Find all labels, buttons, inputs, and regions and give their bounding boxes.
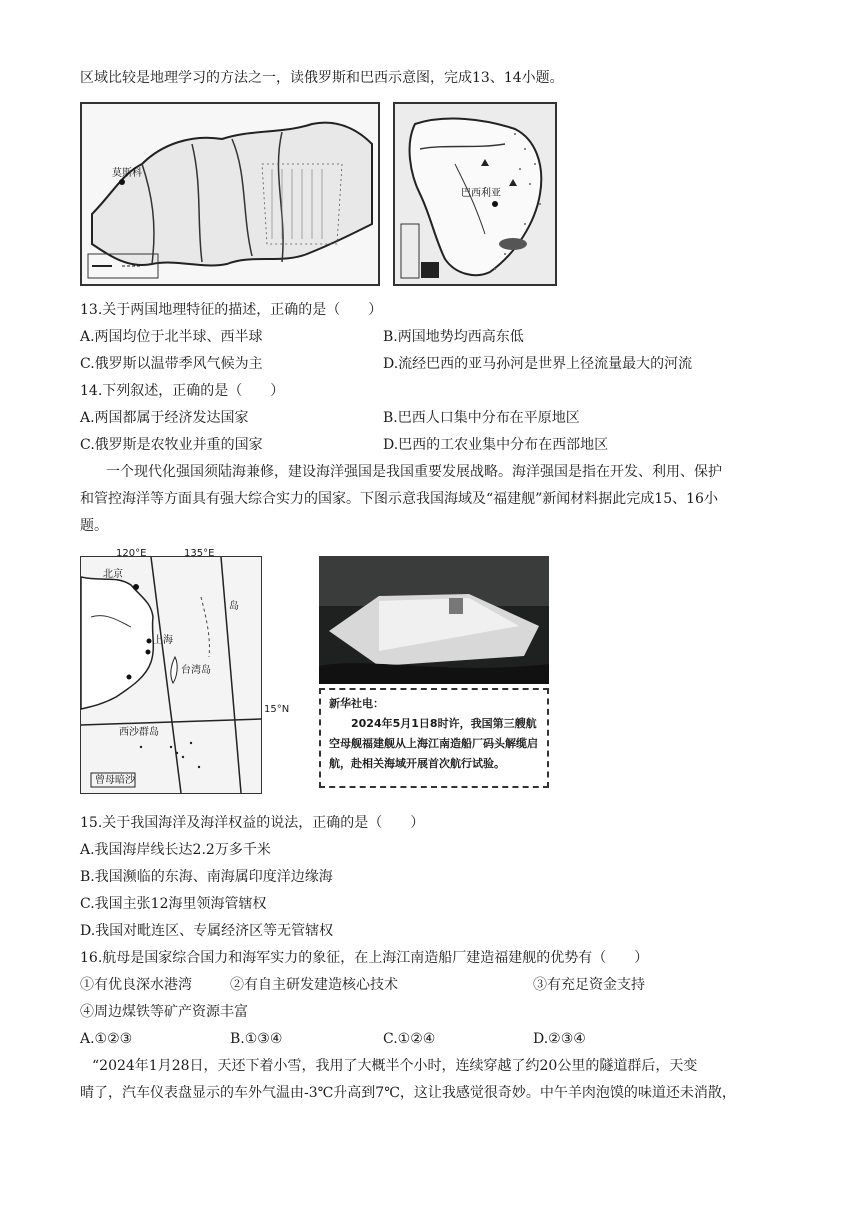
q15-option-b[interactable]: B.我国濒临的东海、南海属印度洋边缘海 <box>80 869 333 885</box>
russia-map <box>80 102 380 286</box>
q16-item-2: ②有自主研发建造核心技术 <box>230 977 398 993</box>
q15-stem: 15.关于我国海洋及海洋权益的说法，正确的是（ ） <box>80 815 425 831</box>
zengmu-label: 曾母暗沙 <box>95 775 135 786</box>
q16-item-3: ③有充足资金支持 <box>533 977 645 993</box>
q16-stem: 16.航母是国家综合国力和海军实力的象征，在上海江南造船厂建造福建舰的优势有（ ） <box>80 950 649 966</box>
q14-option-a[interactable]: A.两国都属于经济发达国家 <box>80 410 249 426</box>
shanghai-label: 上海 <box>153 635 173 646</box>
brazil-map <box>393 102 557 286</box>
passage-line-1: “2024年1月28日，天还下着小雪，我用了大概半个小时，连续穿越了约20公里的隧道群后，天变 <box>92 1058 698 1074</box>
q14-option-b[interactable]: B.巴西人口集中分布在平原地区 <box>383 410 580 426</box>
q14-stem: 14.下列叙述，正确的是（ ） <box>80 383 285 399</box>
xisha-label: 西沙群岛 <box>119 727 159 738</box>
lon-120-label: 120°E <box>116 548 147 559</box>
news-body: 2024年5月1日8时许，我国第三艘航空母舰福建舰从上海江南造船厂码头解缆启航，赴相关海域开展首次航行试验。 <box>329 717 538 770</box>
intro-text-1: 区域比较是地理学习的方法之一，读俄罗斯和巴西示意图，完成13、14小题。 <box>80 70 564 86</box>
dao-label: 岛 <box>229 601 239 612</box>
beijing-label: 北京 <box>103 569 123 580</box>
q16-option-d[interactable]: D.②③④ <box>533 1031 586 1047</box>
q15-option-c[interactable]: C.我国主张12海里领海管辖权 <box>80 896 267 912</box>
q13-option-d[interactable]: D.流经巴西的亚马孙河是世界上径流量最大的河流 <box>383 356 693 372</box>
q13-option-b[interactable]: B.两国地势均西高东低 <box>383 329 524 345</box>
q16-option-c[interactable]: C.①②④ <box>383 1031 436 1047</box>
brasilia-label: 巴西利亚 <box>461 188 501 199</box>
q14-option-d[interactable]: D.巴西的工农业集中分布在西部地区 <box>383 437 609 453</box>
taiwan-label: 台湾岛 <box>181 665 211 676</box>
news-box <box>319 688 549 788</box>
q14-option-c[interactable]: C.俄罗斯是农牧业并重的国家 <box>80 437 263 453</box>
q16-option-a[interactable]: A.①②③ <box>80 1031 133 1047</box>
intro-text-2-line-3: 题。 <box>80 518 108 534</box>
aircraft-carrier-photo <box>319 556 549 684</box>
moscow-label: 莫斯科 <box>112 168 142 179</box>
china-sea-map <box>80 556 262 794</box>
q13-option-a[interactable]: A.两国均位于北半球、西半球 <box>80 329 263 345</box>
intro-text-2-line-2: 和管控海洋等方面具有强大综合实力的国家。下图示意我国海域及“福建舰”新闻材料据此完成15、16小 <box>80 491 718 507</box>
q13-stem: 13.关于两国地理特征的描述，正确的是（ ） <box>80 302 383 318</box>
news-title: 新华社电： <box>329 697 384 710</box>
passage-line-2: 晴了，汽车仪表盘显示的车外气温由-3℃升高到7℃，这让我感觉很奇妙。中午羊肉泡馍的味道还未消散， <box>80 1085 736 1101</box>
lat-15-label: 15°N <box>264 704 290 715</box>
intro-text-2-line-1: 一个现代化强国须陆海兼修，建设海洋强国是我国重要发展战略。海洋强国是指在开发、利用、保护 <box>106 464 722 480</box>
q13-option-c[interactable]: C.俄罗斯以温带季风气候为主 <box>80 356 263 372</box>
q16-item-4: ④周边煤铁等矿产资源丰富 <box>80 1004 248 1020</box>
q16-item-1: ①有优良深水港湾 <box>80 977 192 993</box>
q15-option-a[interactable]: A.我国海岸线长达2.2万多千米 <box>80 842 271 858</box>
q15-option-d[interactable]: D.我国对毗连区、专属经济区等无管辖权 <box>80 923 334 939</box>
lon-135-label: 135°E <box>184 548 215 559</box>
q16-option-b[interactable]: B.①③④ <box>230 1031 283 1047</box>
